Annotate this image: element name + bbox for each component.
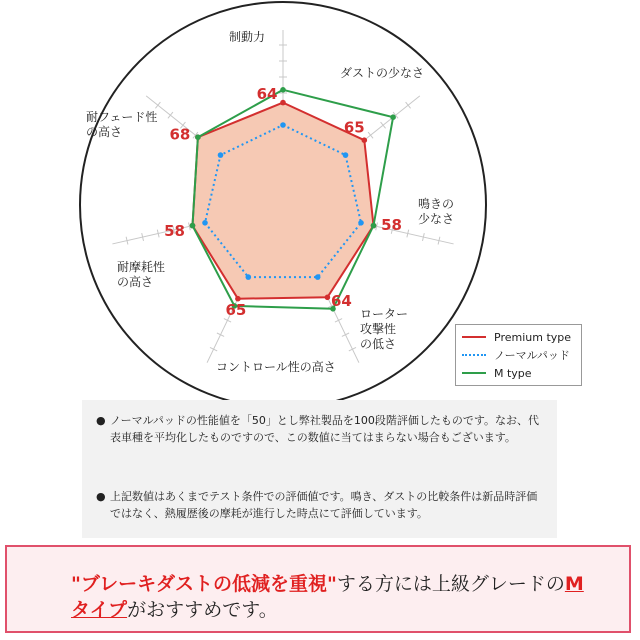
axis-label-dust: ダストの少なさ (340, 66, 425, 80)
series-point-0 (280, 100, 286, 106)
callout-product-link[interactable]: M (564, 573, 584, 595)
series-point-1 (218, 152, 224, 158)
value-label: 65 (225, 301, 247, 320)
series-point-1 (246, 274, 252, 280)
note-text: ノーマルパッドの性能値を「50」とし弊社製品を100段階評価したものです。なお、代表車種を平均化したものですので、この数値に当てはまらない場合もございます。 (110, 414, 540, 444)
callout-line-2 (71, 595, 278, 622)
series-point-1 (280, 122, 286, 128)
callout-text: する方には上級グレードの (336, 573, 565, 595)
value-label: 65 (343, 118, 365, 137)
series-point-2 (190, 223, 196, 229)
recommendation-callout (5, 545, 631, 633)
legend-label-m: M type (494, 366, 532, 380)
series-point-0 (362, 137, 368, 143)
series-point-2 (280, 87, 286, 93)
series-point-2 (195, 134, 201, 140)
callout-highlight: "ブレーキダストの低減を重視" (71, 573, 337, 595)
series-point-1 (343, 152, 349, 158)
axis-label-rotor: ローター 攻撃性 の低さ (360, 307, 409, 351)
axis-label-wear: 耐摩耗性 の高さ (117, 260, 166, 289)
notes-box (82, 400, 557, 538)
legend-swatch-normal (462, 354, 486, 356)
legend-label-normal: ノーマルパッド (494, 349, 570, 362)
value-label: 64 (256, 85, 278, 104)
chart-legend (455, 324, 582, 386)
bullet: ● (96, 414, 106, 427)
value-label: 58 (164, 222, 185, 241)
note-text: 上記数値はあくまでテスト条件での評価値です。鳴き、ダストの比較条件は新品時評価ではなく、熱履歴後の摩耗が進行した時点にて評価しています。 (110, 490, 538, 520)
axis-label-braking: 制動力 (229, 30, 266, 44)
legend-swatch-premium (462, 336, 486, 338)
series-point-0 (325, 295, 331, 301)
series-point-1 (202, 220, 208, 226)
axis-label-noise: 鳴きの 少なさ (418, 197, 455, 226)
series-point-2 (390, 114, 396, 120)
axis-label-fade: 耐フェード性 の高さ (86, 110, 158, 139)
axis-label-control: コントロール性の高さ (216, 360, 336, 374)
note-item (96, 488, 546, 522)
series-point-2 (371, 223, 377, 229)
bullet: ● (96, 490, 106, 503)
callout-ending: がおすすめです。 (127, 599, 278, 621)
note-item (96, 412, 546, 446)
series-point-1 (358, 220, 364, 226)
legend-swatch-m (462, 372, 486, 374)
callout-line-1 (71, 569, 584, 596)
legend-label-premium: Premium type (494, 330, 572, 344)
value-label: 68 (169, 125, 191, 144)
value-label: 64 (330, 291, 352, 310)
callout-product-link-cont[interactable]: タイプ (71, 599, 128, 621)
value-label: 58 (381, 216, 402, 235)
series-point-1 (315, 274, 321, 280)
